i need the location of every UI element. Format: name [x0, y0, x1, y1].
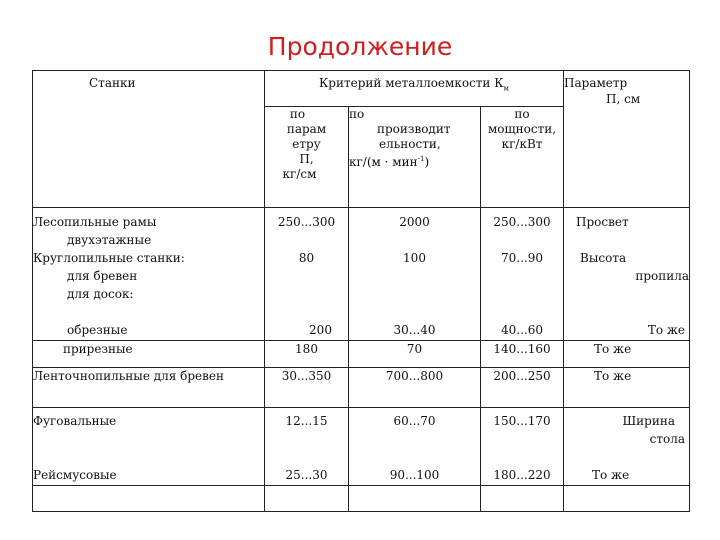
table-row	[33, 408, 690, 486]
group2-perf	[349, 408, 481, 486]
machine-name: Фуговальные	[33, 414, 117, 428]
value-cell	[265, 431, 348, 449]
value-cell: пропила	[635, 269, 690, 283]
value-cell	[481, 286, 563, 304]
header-row	[33, 71, 690, 107]
value-cell	[265, 286, 348, 304]
value-cell: То же	[647, 323, 686, 337]
value-cell	[481, 232, 563, 250]
value-cell: 700...800	[349, 368, 481, 408]
machine-name: обрезные	[67, 323, 128, 337]
value-cell	[349, 449, 480, 467]
value-cell: 250...300	[493, 215, 551, 229]
value-cell	[564, 304, 689, 322]
machine-name: прирезные	[33, 341, 265, 368]
value-cell: 30...40	[393, 323, 436, 337]
by-perf-l1: по	[349, 107, 365, 121]
subheader-by-perf	[349, 107, 481, 208]
value-cell: 12...15	[285, 414, 328, 428]
value-cell: 140...160	[481, 341, 564, 368]
header-parameter-line1: Параметр	[564, 76, 628, 90]
table-row	[33, 341, 690, 368]
machine-name: для бревен	[67, 269, 138, 283]
value-cell: 30...350	[265, 368, 349, 408]
table-row	[33, 208, 690, 341]
value-cell: 150...170	[493, 414, 551, 428]
value-cell	[265, 304, 348, 322]
value-cell: 25...30	[285, 468, 328, 482]
machine-name: для досок:	[67, 287, 134, 301]
value-cell: То же	[564, 341, 690, 368]
by-param-l4: П,	[299, 152, 314, 166]
metal-intensity-table	[32, 70, 690, 512]
header-machines	[33, 71, 265, 208]
value-cell	[265, 232, 348, 250]
value-cell: 70	[349, 341, 481, 368]
by-perf-unit: кг/(м · мин$^{-1}$)	[349, 155, 430, 169]
value-cell: 100	[403, 251, 426, 265]
value-cell	[349, 431, 480, 449]
group2-param	[265, 408, 349, 486]
value-cell: 250...300	[277, 215, 336, 229]
value-cell	[481, 268, 563, 286]
machine-name: Лесопильные рамы	[33, 215, 157, 229]
value-cell: То же	[592, 468, 630, 482]
value-cell	[564, 449, 689, 467]
value-cell	[481, 431, 563, 449]
subheader-by-power	[481, 107, 564, 208]
machine-name: двухэтажные	[67, 233, 152, 247]
group2-machines	[33, 408, 265, 486]
machine-name: Круглопильные станки:	[33, 251, 185, 265]
value-cell: Просвет	[576, 215, 629, 229]
table-row	[33, 368, 690, 408]
group1-power	[481, 208, 564, 341]
value-cell	[481, 304, 563, 322]
value-cell	[349, 286, 480, 304]
by-power-l1: по	[514, 107, 530, 121]
machine-name: Рейсмусовые	[33, 468, 117, 482]
group1-machines	[33, 208, 265, 341]
group2-parameter	[564, 408, 690, 486]
value-cell: 60...70	[393, 414, 436, 428]
header-machines-label: Станки	[89, 76, 136, 90]
value-cell	[564, 286, 689, 304]
value-cell	[265, 268, 348, 286]
by-perf-l3: ельности,	[379, 137, 441, 151]
group1-perf	[349, 208, 481, 341]
group2-power	[481, 408, 564, 486]
by-param-l1: по	[289, 107, 306, 121]
value-cell: 70...90	[501, 251, 543, 265]
value-cell: 80	[298, 251, 315, 265]
by-param-l2: парам	[286, 122, 327, 136]
value-cell: 90...100	[389, 468, 440, 482]
by-param-l3: етру	[292, 137, 321, 151]
by-power-l2: мощности,	[487, 122, 557, 136]
value-cell: 200...250	[481, 368, 564, 408]
group1-parameter	[564, 208, 690, 341]
page-title: Продолжение	[267, 32, 453, 61]
by-power-l3: кг/кВт	[501, 137, 543, 151]
value-cell: стола	[649, 432, 686, 446]
value-cell: Ширина	[622, 414, 676, 428]
value-cell: 2000	[399, 215, 430, 229]
value-cell	[481, 449, 563, 467]
by-param-l5: кг/см	[282, 167, 317, 181]
header-parameter	[564, 71, 690, 208]
header-parameter-line2: П, см	[606, 92, 641, 106]
value-cell	[564, 232, 689, 250]
group1-param	[265, 208, 349, 341]
value-cell: 200	[309, 323, 332, 337]
value-cell	[265, 449, 348, 467]
value-cell: 40...60	[501, 323, 543, 337]
empty-row	[33, 486, 690, 512]
value-cell: Высота	[580, 251, 627, 265]
machine-name: Ленточнопильные для бревен	[33, 368, 265, 408]
machine-name	[33, 449, 264, 467]
value-cell: То же	[564, 368, 690, 408]
machine-name	[33, 431, 264, 449]
header-criterion	[265, 71, 564, 107]
by-perf-l2: производит	[377, 122, 451, 136]
machine-name	[33, 304, 264, 322]
subheader-by-param	[265, 107, 349, 208]
value-cell: 180...220	[493, 468, 551, 482]
value-cell	[349, 232, 480, 250]
header-criterion-label: Критерий металлоемкости $К_м$	[319, 76, 509, 93]
value-cell	[349, 304, 480, 322]
value-cell	[349, 268, 480, 286]
value-cell: 180	[265, 341, 349, 368]
